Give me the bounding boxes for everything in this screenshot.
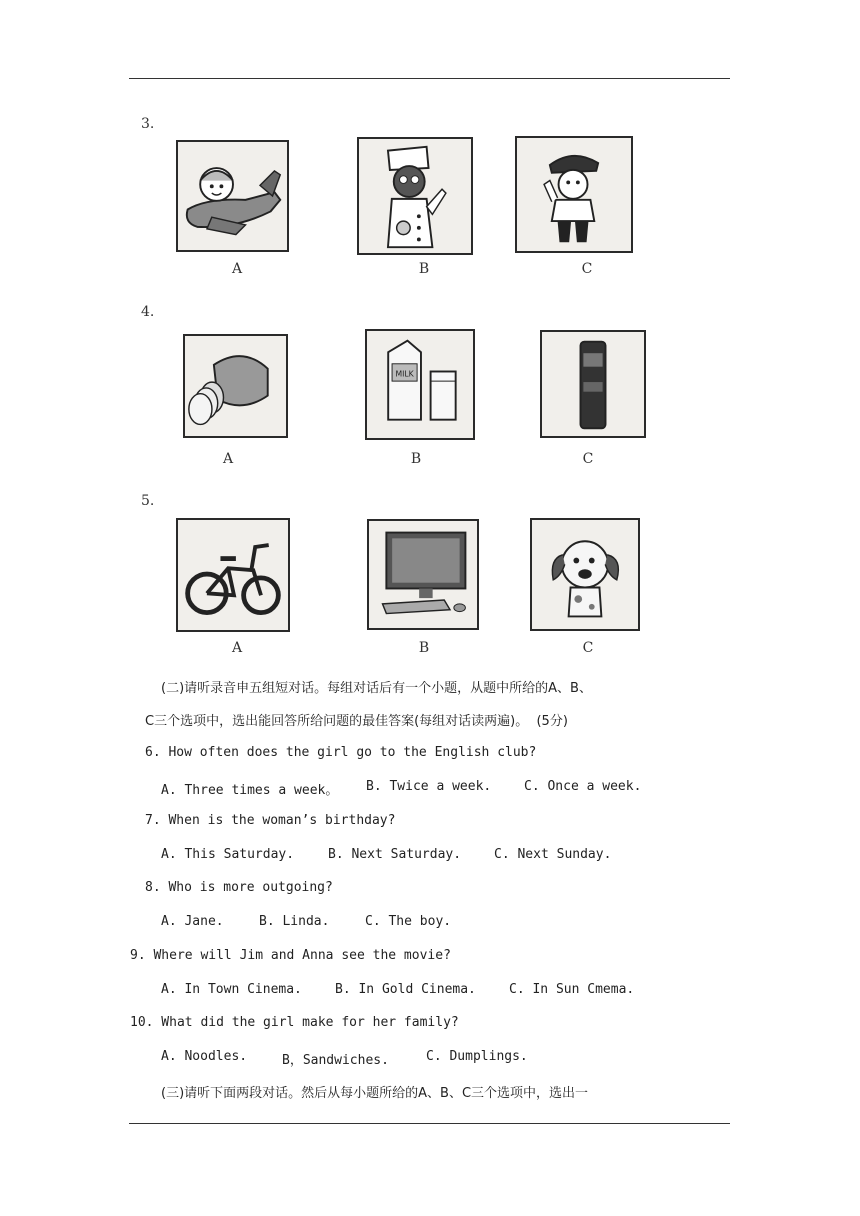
bottom-rule [129,1123,730,1124]
option-3b-doctor-image [357,137,473,255]
option-4b-milk-image [365,329,475,440]
option-5a-bicycle-image [176,518,290,632]
option-3c-label: C [581,261,593,277]
question-10-text: 10. What did the girl make for her family? [130,1015,459,1030]
milk-label: MILK [395,369,414,379]
option-4c-label: C [582,451,594,467]
option-4a-bread-image [183,334,288,438]
question-8-option-a: A. Jane. [161,914,224,929]
question-6-option-b: B. Twice a week. [366,779,492,794]
section-3-instructions-line-1: (三)请听下面两段对话。然后从每小题所给的A、B、C三个选项中，选出一 [161,1086,589,1101]
question-8-option-b: B. Linda. [259,914,330,929]
option-4b-label: B [410,451,422,467]
question-4-number: 4. [141,304,155,320]
question-7-option-b: B. Next Saturday. [328,847,462,862]
option-3a-pilot-in-plane-image [176,140,289,252]
top-rule [129,78,730,79]
option-5c-label: C [582,640,594,656]
option-3c-police-officer-image [515,136,633,253]
section-2-instructions-line-2: C三个选项中，选出能回答所给问题的最佳答案(每组对话读两遍)。 (5分) [145,714,568,729]
option-5c-dog-image [530,518,640,631]
option-3a-label: A [231,261,243,277]
option-5b-label: B [418,640,430,656]
question-9-option-a: A. In Town Cinema. [161,982,302,997]
option-4c-cola-can-image [540,330,646,438]
question-9-option-b: B. In Gold Cinema. [335,982,476,997]
question-6-option-a: A. Three times a week。 [161,783,339,798]
question-10-option-c: C. Dumplings. [426,1049,528,1064]
question-10-option-b: B，Sandwiches. [282,1053,389,1068]
question-6-option-c: C. Once a week. [524,779,642,794]
question-9-text: 9. Where will Jim and Anna see the movie? [130,948,451,963]
option-5a-label: A [231,640,243,656]
question-10-option-a: A. Noodles. [161,1049,248,1064]
question-5-number: 5. [141,493,155,509]
question-7-text: 7. When is the woman’s birthday? [145,813,396,828]
question-9-option-c: C. In Sun Cmema. [509,982,635,997]
option-3b-label: B [418,261,430,277]
question-8-text: 8. Who is more outgoing? [145,880,333,895]
section-2-instructions-line-1: (二)请听录音申五组短对话。每组对话后有一个小题，从题中所给的A、B、 [161,681,592,696]
question-7-option-c: C. Next Sunday. [494,847,612,862]
question-3-number: 3. [141,116,155,132]
option-4a-label: A [222,451,234,467]
question-6-text: 6. How often does the girl go to the English club? [145,745,537,760]
question-7-option-a: A. This Saturday. [161,847,295,862]
option-5b-computer-image [367,519,479,630]
question-8-option-c: C. The boy. [365,914,452,929]
